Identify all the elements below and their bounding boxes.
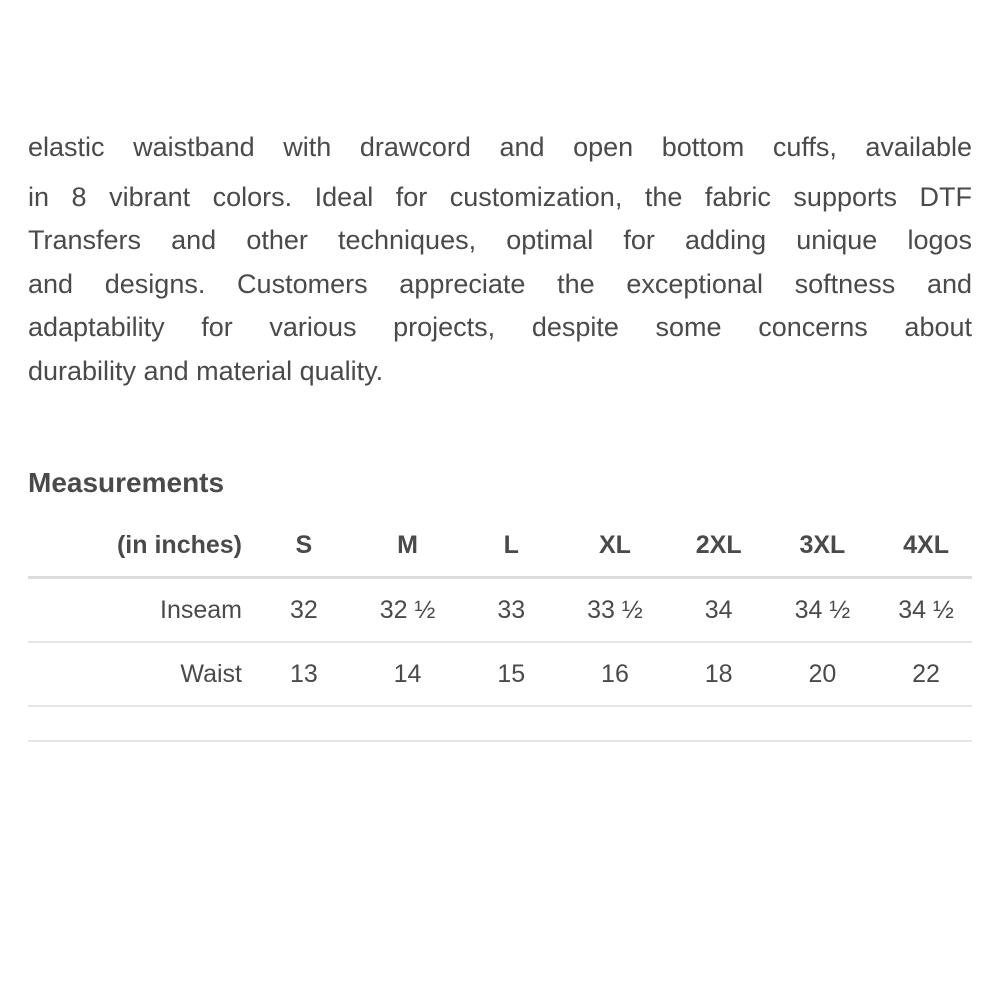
table-cell: 34 ½ (874, 578, 972, 643)
size-header-xl: XL (563, 514, 667, 578)
description-line-clip (28, 132, 972, 176)
table-cell: 34 ½ (771, 578, 875, 643)
table-cell: 16 (563, 642, 667, 706)
size-header-3xl: 3XL (771, 514, 875, 578)
size-header-l: L (459, 514, 563, 578)
description-line: in 8 vibrant colors. Ideal for customization, the fabric supports DTF (28, 181, 972, 212)
size-header-4xl: 4XL (874, 514, 972, 578)
product-description (28, 132, 972, 397)
table-row-inseam (28, 578, 972, 643)
size-chart-table (28, 514, 972, 707)
unit-label: (in inches) (28, 514, 252, 578)
description-line: adaptability for various projects, despite some concerns about (28, 312, 972, 343)
size-header-s: S (252, 514, 356, 578)
table-row-waist (28, 642, 972, 706)
table-bottom-divider (28, 740, 972, 742)
description-line: elastic waistband with drawcord and open bottom cuffs, available (28, 132, 972, 162)
table-cell: 22 (874, 642, 972, 706)
product-details-page (28, 0, 972, 1000)
row-label: Inseam (28, 578, 252, 643)
table-cell: 33 (459, 578, 563, 643)
description-line: durability and material quality. (28, 355, 384, 386)
description-line: Transfers and other techniques, optimal for adding unique logos (28, 225, 972, 256)
table-cell: 14 (356, 642, 460, 706)
row-label: Waist (28, 642, 252, 706)
table-cell: 32 (252, 578, 356, 643)
size-header-row (28, 514, 972, 578)
size-header-2xl: 2XL (667, 514, 771, 578)
table-cell: 18 (667, 642, 771, 706)
table-cell: 32 ½ (356, 578, 460, 643)
description-line: and designs. Customers appreciate the exceptional softness and (28, 268, 972, 299)
table-cell: 13 (252, 642, 356, 706)
table-cell: 15 (459, 642, 563, 706)
measurements-heading: Measurements (28, 467, 225, 498)
table-cell: 20 (771, 642, 875, 706)
table-cell: 34 (667, 578, 771, 643)
table-cell: 33 ½ (563, 578, 667, 643)
size-header-m: M (356, 514, 460, 578)
